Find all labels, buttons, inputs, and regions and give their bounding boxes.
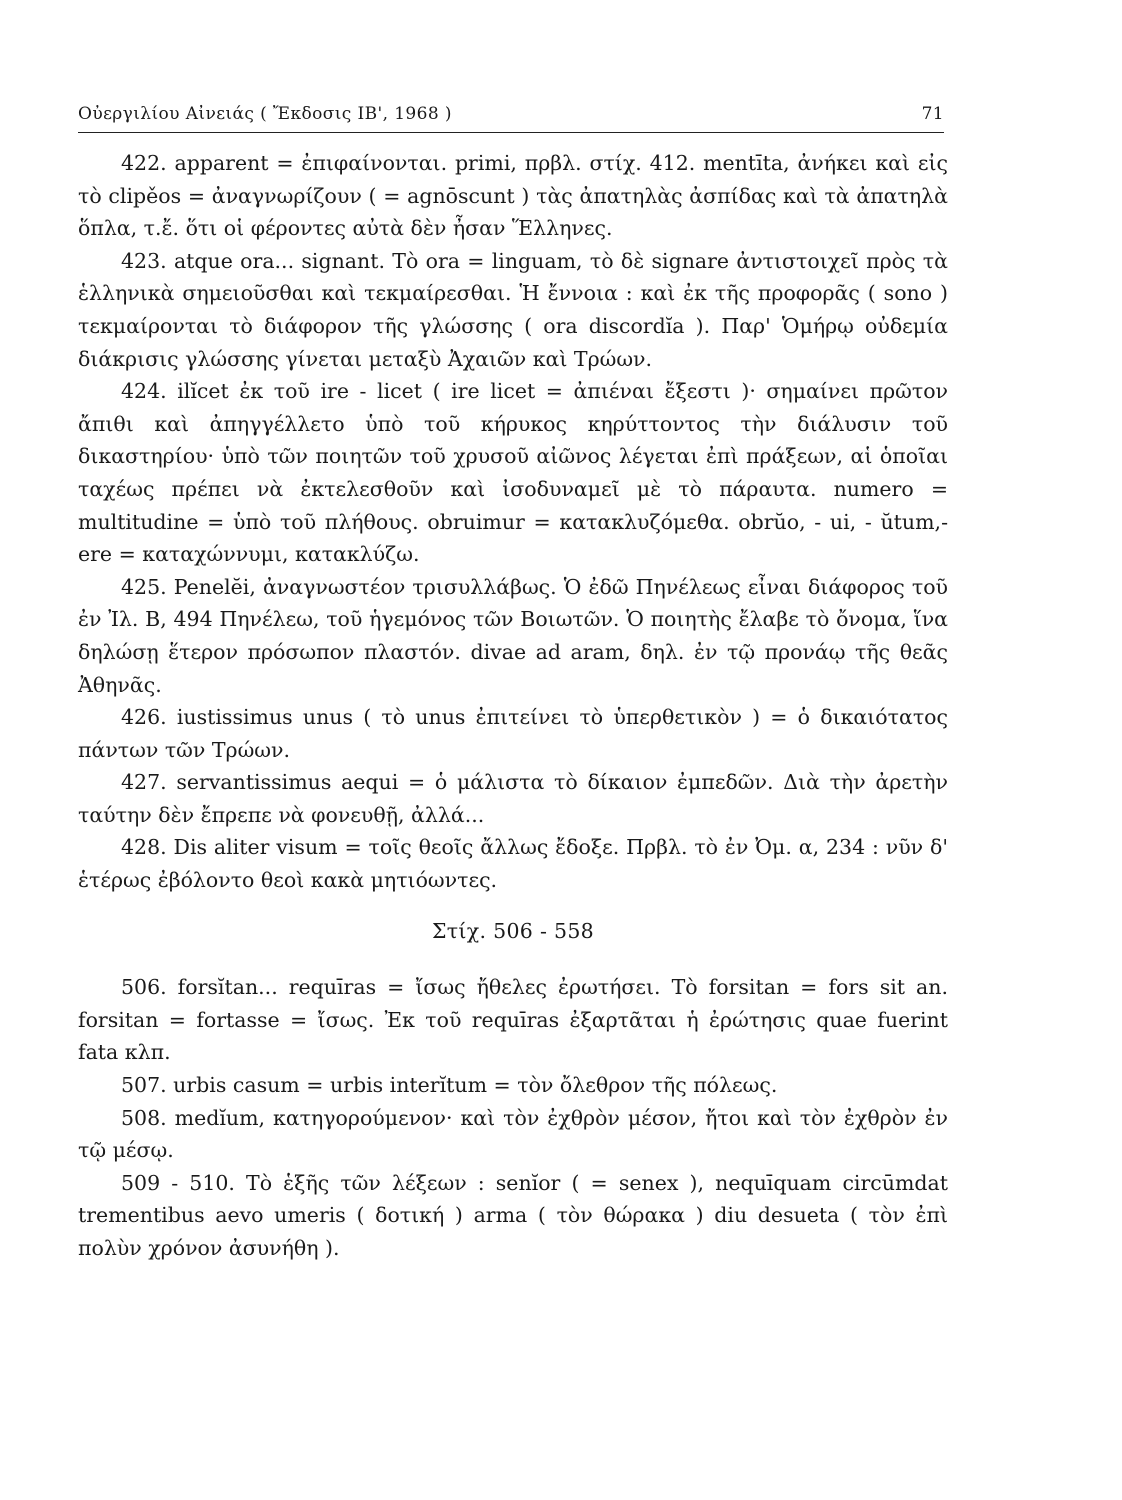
page-number: 71 [921, 104, 944, 124]
note-427: 427. servantissimus aequi = ὁ μάλιστα τὸ δίκαιον ἐμπεδῶν. Διὰ τὴν ἀρετὴν ταύτην δὲν ἔπρεπε νὰ φονευθῇ, ἀλλά... [78, 770, 948, 827]
note-424: 424. ilĭcet ἐκ τοῦ ire - licet ( ire licet = ἀπιέναι ἔξεστι )· σημαίνει πρῶτον ἄπιθι καὶ ἀπηγγέλλετο ὑπὸ τοῦ κήρυκος κηρύττοντος τὴν διάλυσιν τοῦ δικαστηρίου· ὑπὸ τῶν ποιητῶν τοῦ χρυσοῦ αἰῶνος λέγεται ἐπὶ πράξεων, αἱ ὁποῖαι ταχέως πρέπει νὰ ἐκτελεσθοῦν καὶ ἰσοδυναμεῖ μὲ τὸ πάραυτα. numero = multitudine = ὑπὸ τοῦ πλήθους. obruimur = κατακλυζόμεθα. obrŭo, - ui, - ŭtum,- ere = καταχώννυμι, κατακλύζω. [78, 379, 948, 567]
commentary-body [78, 147, 948, 1265]
note-425: 425. Penelĕi, ἀναγνωστέον τρισυλλάβως. Ὁ ἐδῶ Πηνέλεως εἶναι διάφορος τοῦ ἐν Ἰλ. Β, 494 Πηνέλεω, τοῦ ἡγεμόνος τῶν Βοιωτῶν. Ὁ ποιητὴς ἔλαβε τὸ ὄνομα, ἵνα δηλώσῃ ἕτερον πρόσωπον πλαστόν. divae ad aram, δηλ. ἐν τῷ προνάῳ τῆς θεᾶς Ἀθηνᾶς. [78, 574, 948, 697]
note-422: 422. apparent = ἐπιφαίνονται. primi, πρβλ. στίχ. 412. mentīta, ἀνήκει καὶ εἰς τὸ clipěos = ἀναγνωρίζουν ( = agnōscunt ) τὰς ἀπατηλὰς ἀσπίδας καὶ τὰ ἀπατηλὰ ὅπλα, τ.ἔ. ὅτι οἱ φέροντες αὐτὰ δὲν ἦσαν Ἕλληνες. [78, 151, 948, 241]
note-506: 506. forsĭtan... requīras = ἴσως ἤθελες ἐρωτήσει. Τὸ forsitan = fors sit an. forsitan = fortasse = ἴσως. Ἐκ τοῦ requīras ἐξαρτᾶται ἡ ἐρώτησις quae fuerint fata κλπ. [78, 975, 948, 1065]
note-426: 426. iustissimus unus ( τὸ unus ἐπιτείνει τὸ ὑπερθετικὸν ) = ὁ δικαιότατος πάντων τῶν Τρώων. [78, 705, 948, 762]
book-page [78, 96, 948, 1426]
running-head-title: Οὐεργιλίου Αἰνειάς ( Ἔκδοσις ΙΒ', 1968 ) [78, 104, 452, 124]
note-508: 508. medĭum, κατηγορούμενον· καὶ τὸν ἐχθρὸν μέσον, ἤτοι καὶ τὸν ἐχθρὸν ἐν τῷ μέσῳ. [78, 1105, 948, 1163]
note-507: 507. urbis casum = urbis interĭtum = τὸν ὄλεθρον τῆς πόλεως. [121, 1073, 778, 1098]
running-head [78, 96, 948, 130]
section-heading: Στίχ. 506 - 558 [431, 918, 595, 943]
note-428: 428. Dis aliter visum = τοῖς θεοῖς ἄλλως ἔδοξε. Πρβλ. τὸ ἐν Ὀμ. α, 234 : νῦν δ' ἑτέρως ἐβόλοντο θεοὶ κακὰ μητιόωντες. [78, 835, 948, 893]
header-rule [78, 132, 944, 133]
note-423: 423. atque ora... signant. Τὸ ora = linguam, τὸ δὲ signare ἀντιστοιχεῖ πρὸς τὰ ἑλληνικὰ σημειοῦσθαι καὶ τεκμαίρεσθαι. Ἡ ἔννοια : καὶ ἐκ τῆς προφορᾶς ( sono ) τεκμαίρονται τὸ διάφορον τῆς γλώσσης ( ora discordĭa ). Παρ' Ὁμήρῳ οὐδεμία διάκρισις γλώσσης γίνεται μεταξὺ Ἀχαιῶν καὶ Τρώων. [78, 248, 948, 371]
note-509-510: 509 - 510. Τὸ ἑξῆς τῶν λέξεων : senĭor ( = senex ), nequīquam circūmdat trementibus aevo umeris ( δοτική ) arma ( τὸν θώρακα ) diu desueta ( τὸν ἐπὶ πολὺν χρόνον ἀσυνήθη ). [78, 1170, 948, 1260]
